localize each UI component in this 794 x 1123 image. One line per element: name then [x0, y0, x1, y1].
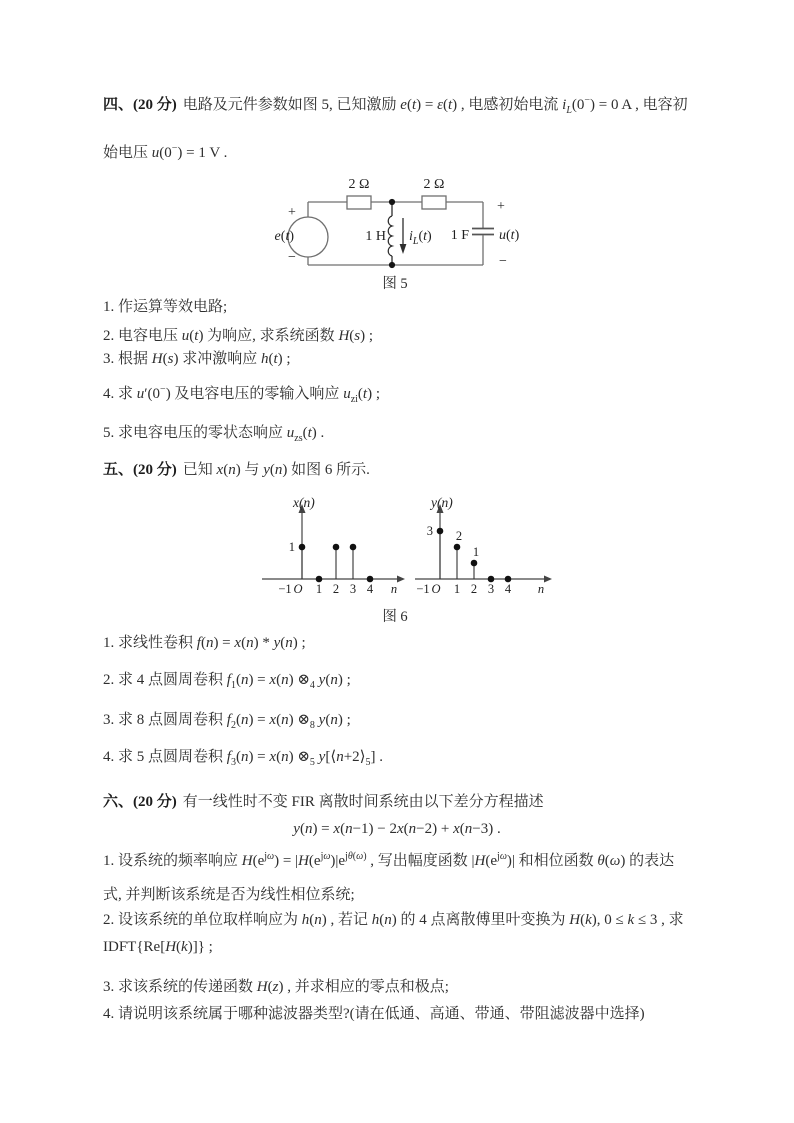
- problem6-item-4: 4. 请说明该系统属于哪种滤波器类型?(请在低通、高通、带通、带阻滤波器中选择): [103, 1006, 645, 1022]
- problem4-intro-text: 电路及元件参数如图 5, 已知激励 e(t) = ε(t) , 电感初始电流 $i_L(0^-) = 0$ A , 电容初: [182, 95, 688, 116]
- resistor2-symbol: [422, 196, 446, 209]
- problem5-item-4: 4. 求 5 点圆周卷积 $f_3(n) = x(n)$ $\otimes_5$ $y[⟨n+2⟩_5]$ .: [103, 749, 383, 768]
- tick-label: 1: [315, 582, 323, 596]
- problem4-item-5: 5. 求电容电压的零状态响应 $u_{zs}(t)$ .: [103, 425, 325, 444]
- difference-equation: y(n) = x(n−1) − 2x(n−2) + x(n−3) .: [293, 821, 501, 837]
- tick-label: −1: [278, 582, 292, 596]
- resistor1-symbol: [347, 196, 371, 209]
- problem6-intro-text: 有一线性时不变 FIR 离散时间系统由以下差分方程描述: [182, 794, 544, 810]
- problem4-item-1: 1. 作运算等效电路;: [103, 299, 228, 315]
- problem4-number: 四、(20 分): [103, 97, 177, 113]
- sample-dot: [333, 544, 340, 551]
- problem5-intro-text: 已知 x(n) 与 y(n) 如图 6 所示.: [182, 462, 370, 478]
- problem4-item-3: 3. 根据 H(s) 求冲激响应 h(t) ;: [103, 351, 291, 367]
- problem4-item-4: 4. 求 u′(0−) 及电容电压的零输入响应 $u_{zi}(t)$ ;: [103, 384, 380, 405]
- plot-title: y(n): [431, 495, 453, 510]
- cap-minus-sign: −: [499, 254, 507, 269]
- inductor-coil: [388, 216, 392, 256]
- problem6-item-1-line-2: 式, 并判断该系统是否为线性相位系统;: [103, 887, 355, 903]
- tick-label: −1: [416, 582, 430, 596]
- x-axis-arrow: [544, 576, 552, 583]
- sample-dot: [350, 544, 357, 551]
- tick-label: 2: [332, 582, 340, 596]
- resistor2-label: 2 Ω: [423, 177, 445, 192]
- figure5-circuit: [250, 176, 560, 294]
- node-dot-top: [389, 199, 395, 205]
- problem4-item-2: 2. 电容电压 u(t) 为响应, 求系统函数 H(s) ;: [103, 328, 374, 344]
- problem6-number: 六、(20 分): [103, 794, 177, 810]
- cap-voltage-label: u(t): [499, 228, 520, 243]
- cap-plus-sign: +: [497, 199, 505, 214]
- value-label: 1: [288, 540, 295, 554]
- source-label: e(t): [274, 229, 294, 244]
- problem6-item-2-line-1: 2. 设该系统的单位取样响应为 h(n) , 若记 h(n) 的 4 点离散傅里叶变换为 H(k), 0 ≤ k ≤ 3 , 求: [103, 912, 684, 928]
- inductor-label: 1 H: [365, 229, 386, 244]
- figure5-caption: 图 5: [382, 276, 408, 292]
- problem5-item-2: 2. 求 4 点圆周卷积 $f_1(n) = x(n)$ $\otimes_4$ y(n) ;: [103, 672, 351, 691]
- tick-label: 3: [349, 582, 357, 596]
- source-minus-sign: −: [288, 250, 296, 265]
- plot-title: x(n): [293, 495, 315, 510]
- problem5-item-3: 3. 求 8 点圆周卷积 $f_2(n) = x(n)$ $\otimes_8$ y(n) ;: [103, 712, 351, 731]
- xn-stem-plot: [261, 492, 411, 598]
- tick-label: 3: [487, 582, 495, 596]
- source-plus-sign: +: [288, 205, 296, 220]
- problem4-intro-line2: 始电压 u(0−) = 1 V .: [103, 143, 228, 161]
- sample-dot: [437, 528, 444, 535]
- problem6-item-2-line-2: IDFT{Re[H(k)]} ;: [103, 939, 213, 955]
- problem5-intro: [103, 460, 370, 481]
- problem6-intro: [103, 792, 544, 813]
- value-label: 2: [455, 529, 463, 543]
- sample-dot: [471, 560, 478, 567]
- tick-label: O: [293, 582, 303, 596]
- problem5-number: 五、(20 分): [103, 462, 177, 478]
- figure6-caption: 图 6: [382, 609, 408, 625]
- inductor-current-label: $i_L(t)$: [409, 229, 432, 247]
- sample-dot: [299, 544, 306, 551]
- tick-label: 4: [366, 582, 374, 596]
- resistor1-label: 2 Ω: [348, 177, 370, 192]
- problem6-item-1-line-1: 1. 设系统的频率响应 $H(e^{j\omega}) = |H(e^{j\omega})|e^{j\theta(\omega)}$ , 写出幅度函数 $|H(e^{j\omega})|$ 和相位函数 θ(ω) 的表达: [103, 851, 675, 869]
- tick-label: O: [431, 582, 441, 596]
- node-dot-bottom: [389, 262, 395, 268]
- yn-stem-plot: [414, 492, 564, 598]
- problem6-item-3: 3. 求该系统的传递函数 H(z) , 并求相应的零点和极点;: [103, 979, 449, 995]
- problem5-item-1: 1. 求线性卷积 f(n) = x(n) * y(n) ;: [103, 635, 306, 651]
- tick-label: 1: [453, 582, 461, 596]
- value-label: 3: [426, 524, 433, 538]
- current-arrow-head: [400, 244, 407, 254]
- x-axis-label: n: [537, 582, 545, 596]
- problem4-intro-line1: [103, 95, 688, 116]
- x-axis-label: n: [390, 582, 398, 596]
- capacitor-label: 1 F: [450, 228, 469, 243]
- x-axis-arrow: [397, 576, 405, 583]
- tick-label: 2: [470, 582, 478, 596]
- value-label: 1: [472, 545, 480, 559]
- tick-label: 4: [504, 582, 512, 596]
- sample-dot: [454, 544, 461, 551]
